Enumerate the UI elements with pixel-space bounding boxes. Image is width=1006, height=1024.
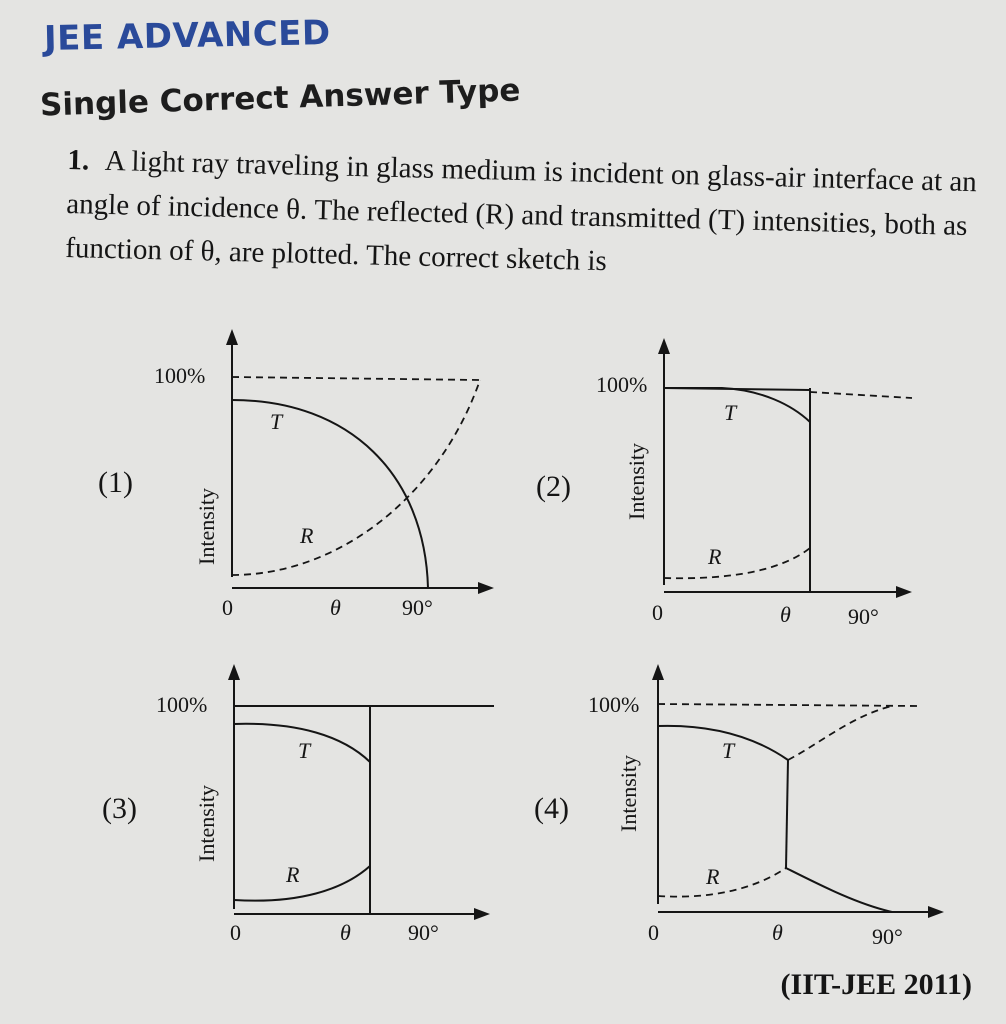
x-axis-arrow [928,906,944,918]
x-theta-label: θ [780,602,791,627]
r-curve-label: R [286,862,300,887]
x-end-label: 90° [402,595,433,620]
option-2-graph [582,330,932,630]
reflected-curve [658,868,786,897]
y-top-label: 100% [156,692,208,717]
r-curve-label: R [706,864,720,889]
transmitted-curve [664,388,810,422]
y-axis-label: Intensity [624,443,649,520]
x-origin-label: 0 [222,595,233,620]
question-block [65,138,988,292]
critical-angle-line [786,760,788,868]
option-2-label[interactable]: (2) [536,470,571,503]
hundred-percent-dashed-line [658,704,918,706]
x-end-label: 90° [848,604,879,629]
x-end-label: 90° [408,920,439,945]
option-3-label[interactable]: (3) [102,792,137,825]
x-origin-label: 0 [648,920,659,945]
x-theta-label: θ [772,920,783,945]
transmitted-curve [232,400,428,588]
reflected-curve [234,866,370,901]
source-citation: (IIT-JEE 2011) [780,968,972,1001]
option-4-label[interactable]: (4) [534,792,569,825]
question-number: 1. [67,143,90,177]
y-axis-label: Intensity [616,755,641,832]
x-end-label: 90° [872,924,903,949]
y-axis-arrow [658,338,670,354]
option-1-label[interactable]: (1) [98,466,133,499]
y-axis-label: Intensity [194,785,219,862]
hundred-percent-line [664,388,810,390]
x-axis-arrow [896,586,912,598]
y-top-label: 100% [154,363,206,388]
hundred-percent-dashed-line [232,377,480,380]
exam-title: JEE ADVANCED [43,13,332,59]
y-axis-arrow [652,664,664,680]
question-text: A light ray traveling in glass medium is incident on glass-air interface at an angle of incidence θ. The reflected (R) and transmitted (T) intensities, both as function of θ, are plotted. The correct sketch is [64,144,978,278]
y-axis-arrow [228,664,240,680]
t-curve-label: T [722,738,735,763]
y-top-label: 100% [588,692,640,717]
y-axis-arrow [226,329,238,345]
transmitted-decay-curve [786,868,892,912]
reflected-curve [664,548,810,578]
x-origin-label: 0 [230,920,241,945]
option-1-graph [140,325,510,625]
r-curve-label: R [300,523,314,548]
section-title: Single Correct Answer Type [39,72,521,124]
r-curve-label: R [708,544,722,569]
option-3-graph [148,654,508,954]
y-axis-label: Intensity [194,488,219,565]
x-axis-arrow [478,582,494,594]
t-curve-label: T [724,400,737,425]
option-4-graph [582,654,962,954]
y-top-label: 100% [596,372,648,397]
t-curve-label: T [270,409,283,434]
x-axis-arrow [474,908,490,920]
x-theta-label: θ [340,920,351,945]
reflected-total-curve [788,706,892,760]
x-theta-label: θ [330,595,341,620]
hundred-percent-dashed-line [810,392,912,398]
t-curve-label: T [298,738,311,763]
x-origin-label: 0 [652,600,663,625]
